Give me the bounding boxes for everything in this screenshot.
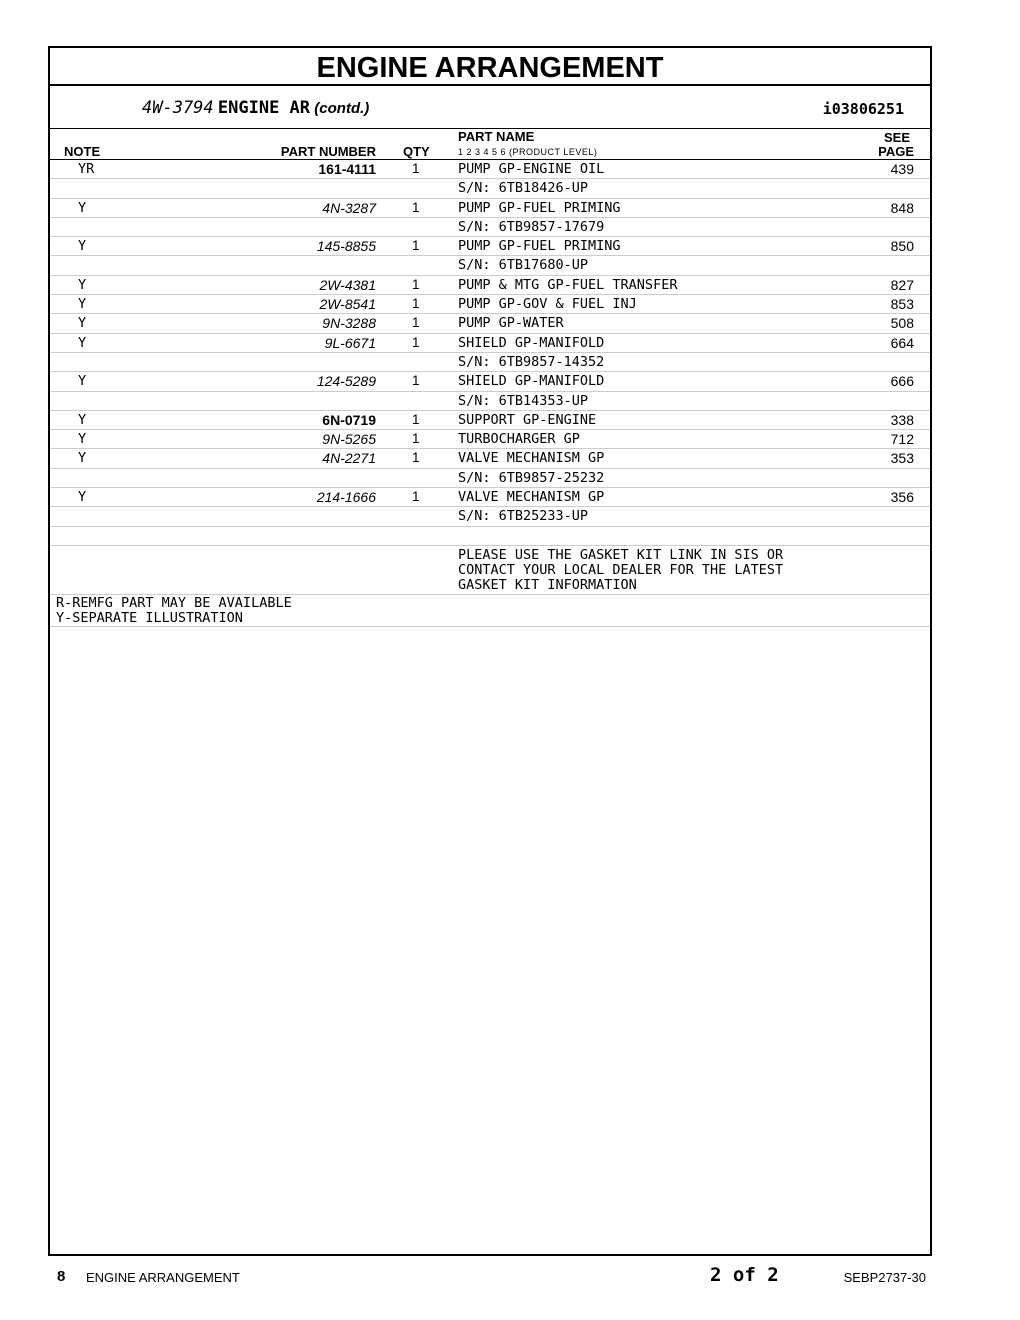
page-title: ENGINE ARRANGEMENT bbox=[50, 48, 930, 86]
row-note: Y bbox=[78, 199, 87, 216]
row-qty: 1 bbox=[412, 296, 420, 312]
table-row bbox=[50, 527, 930, 546]
see-page-link[interactable]: 356 bbox=[890, 489, 914, 506]
row-part-name: S/N: 6TB17680-UP bbox=[458, 257, 589, 274]
row-part-name: PUMP GP-ENGINE OIL bbox=[458, 161, 605, 177]
table-row bbox=[50, 237, 930, 256]
page-footer bbox=[0, 1264, 1020, 1294]
part-number-link[interactable]: 161-4111 bbox=[318, 161, 376, 177]
table-row bbox=[50, 179, 930, 198]
page-count: 2 of 2 bbox=[710, 1264, 779, 1286]
row-note: Y bbox=[78, 431, 87, 448]
see-page-link[interactable]: 848 bbox=[890, 199, 914, 216]
col-part-name: PART NAME bbox=[458, 129, 535, 144]
col-qty: QTY bbox=[403, 144, 430, 159]
part-number-link[interactable]: 9N-5265 bbox=[322, 431, 376, 448]
row-part-name: VALVE MECHANISM GP bbox=[458, 489, 605, 506]
table-row bbox=[50, 256, 930, 275]
col-note: NOTE bbox=[64, 144, 101, 159]
see-page-link[interactable]: 664 bbox=[890, 334, 914, 351]
row-qty: 1 bbox=[412, 315, 420, 331]
footer-section: ENGINE ARRANGEMENT bbox=[86, 1270, 240, 1285]
table-row bbox=[50, 507, 930, 526]
see-page-link[interactable]: 853 bbox=[890, 296, 914, 313]
see-page-link[interactable]: 712 bbox=[890, 431, 914, 448]
row-part-name: PUMP GP-WATER bbox=[458, 315, 564, 332]
page-number: 8 bbox=[57, 1268, 66, 1285]
legend-separate-illustration: Y-SEPARATE ILLUSTRATION bbox=[56, 609, 243, 626]
table-row bbox=[50, 160, 930, 179]
row-part-name: PUMP GP-GOV & FUEL INJ bbox=[458, 296, 637, 313]
row-note: Y bbox=[78, 489, 87, 506]
row-part-name: TURBOCHARGER GP bbox=[458, 431, 580, 448]
part-number-link[interactable]: 9L-6671 bbox=[324, 334, 376, 351]
row-part-name: PUMP GP-FUEL PRIMING bbox=[458, 238, 621, 255]
see-page-link[interactable]: 827 bbox=[890, 276, 914, 293]
see-page-link[interactable]: 666 bbox=[890, 373, 914, 390]
doc-id: i03806251 bbox=[822, 100, 904, 118]
gasket-note-line: PLEASE USE THE GASKET KIT LINK IN SIS OR bbox=[458, 546, 784, 563]
row-note: Y bbox=[78, 450, 87, 467]
row-part-name: SUPPORT GP-ENGINE bbox=[458, 411, 597, 428]
row-qty: 1 bbox=[412, 334, 420, 350]
part-number-link[interactable]: 124-5289 bbox=[316, 373, 376, 390]
group-part-name: ENGINE AR bbox=[217, 98, 311, 118]
group-header bbox=[50, 86, 930, 129]
table-row bbox=[50, 488, 930, 507]
row-qty: 1 bbox=[412, 431, 420, 447]
doc-number: SEBP2737-30 bbox=[843, 1270, 926, 1285]
col-page: PAGE bbox=[878, 144, 914, 159]
row-qty: 1 bbox=[412, 238, 420, 254]
see-page-link[interactable]: 850 bbox=[890, 238, 914, 255]
part-number-link[interactable]: 145-8855 bbox=[316, 238, 376, 255]
row-qty: 1 bbox=[412, 373, 420, 389]
table-row bbox=[50, 430, 930, 449]
row-qty: 1 bbox=[412, 161, 420, 176]
row-note: Y bbox=[78, 373, 87, 390]
gasket-note-line: GASKET KIT INFORMATION bbox=[458, 576, 637, 593]
col-see: SEE bbox=[883, 130, 910, 145]
table-row bbox=[50, 276, 930, 295]
row-note: Y bbox=[78, 334, 87, 351]
row-qty: 1 bbox=[412, 199, 420, 215]
table-row bbox=[50, 469, 930, 488]
column-headers bbox=[50, 129, 930, 160]
row-part-name: SHIELD GP-MANIFOLD bbox=[458, 373, 605, 390]
table-row bbox=[50, 295, 930, 314]
table-row bbox=[50, 314, 930, 333]
parts-table bbox=[50, 160, 930, 546]
table-row bbox=[50, 411, 930, 430]
part-number-link[interactable]: 214-1666 bbox=[316, 489, 376, 506]
group-name bbox=[142, 98, 369, 118]
row-note: Y bbox=[78, 276, 87, 293]
legend-remfg: R-REMFG PART MAY BE AVAILABLE bbox=[56, 594, 292, 611]
row-qty: 1 bbox=[412, 450, 420, 466]
table-row bbox=[50, 334, 930, 353]
row-part-name: PUMP GP-FUEL PRIMING bbox=[458, 199, 621, 216]
row-note: Y bbox=[78, 315, 87, 332]
see-page-link[interactable]: 353 bbox=[890, 450, 914, 467]
part-number-link[interactable]: 4N-2271 bbox=[322, 450, 376, 467]
table-row bbox=[50, 199, 930, 218]
row-qty: 1 bbox=[412, 276, 420, 292]
row-part-name: PUMP & MTG GP-FUEL TRANSFER bbox=[458, 276, 678, 293]
row-part-name: S/N: 6TB18426-UP bbox=[458, 180, 589, 197]
row-part-name: S/N: 6TB9857-25232 bbox=[458, 469, 605, 486]
part-number-link[interactable]: 9N-3288 bbox=[322, 315, 376, 332]
row-part-name: S/N: 6TB14353-UP bbox=[458, 392, 589, 409]
table-row bbox=[50, 372, 930, 391]
gasket-note-line: CONTACT YOUR LOCAL DEALER FOR THE LATEST bbox=[458, 561, 784, 578]
row-part-name: S/N: 6TB9857-17679 bbox=[458, 218, 605, 235]
see-page-link[interactable]: 508 bbox=[890, 315, 914, 332]
row-part-name: SHIELD GP-MANIFOLD bbox=[458, 334, 605, 351]
row-qty: 1 bbox=[412, 489, 420, 505]
row-part-name: S/N: 6TB9857-14352 bbox=[458, 353, 605, 370]
table-row bbox=[50, 218, 930, 237]
part-number-link[interactable]: 2W-4381 bbox=[319, 276, 376, 293]
row-note: Y bbox=[78, 238, 87, 255]
col-product-levels: 1 2 3 4 5 6 (PRODUCT LEVEL) bbox=[458, 147, 598, 157]
see-page-link[interactable]: 338 bbox=[890, 411, 914, 428]
table-row bbox=[50, 353, 930, 372]
table-row bbox=[50, 392, 930, 411]
row-part-name: S/N: 6TB25233-UP bbox=[458, 508, 589, 525]
row-note: Y bbox=[78, 411, 87, 428]
see-page-link[interactable]: 439 bbox=[890, 161, 914, 177]
parts-frame bbox=[48, 46, 932, 1256]
row-part-name: VALVE MECHANISM GP bbox=[458, 450, 605, 467]
table-row bbox=[50, 449, 930, 468]
row-note: Y bbox=[78, 296, 87, 313]
col-part-number: PART NUMBER bbox=[280, 144, 376, 159]
part-number-link[interactable]: 2W-8541 bbox=[319, 296, 376, 313]
group-part-code[interactable]: 4W-3794 bbox=[142, 98, 214, 118]
legend bbox=[50, 595, 930, 627]
row-note: YR bbox=[78, 161, 95, 177]
gasket-note bbox=[50, 546, 930, 595]
row-qty: 1 bbox=[412, 411, 420, 427]
part-number-link[interactable]: 4N-3287 bbox=[322, 199, 376, 216]
continued-label: (contd.) bbox=[314, 100, 370, 117]
part-number-link[interactable]: 6N-0719 bbox=[322, 411, 376, 428]
